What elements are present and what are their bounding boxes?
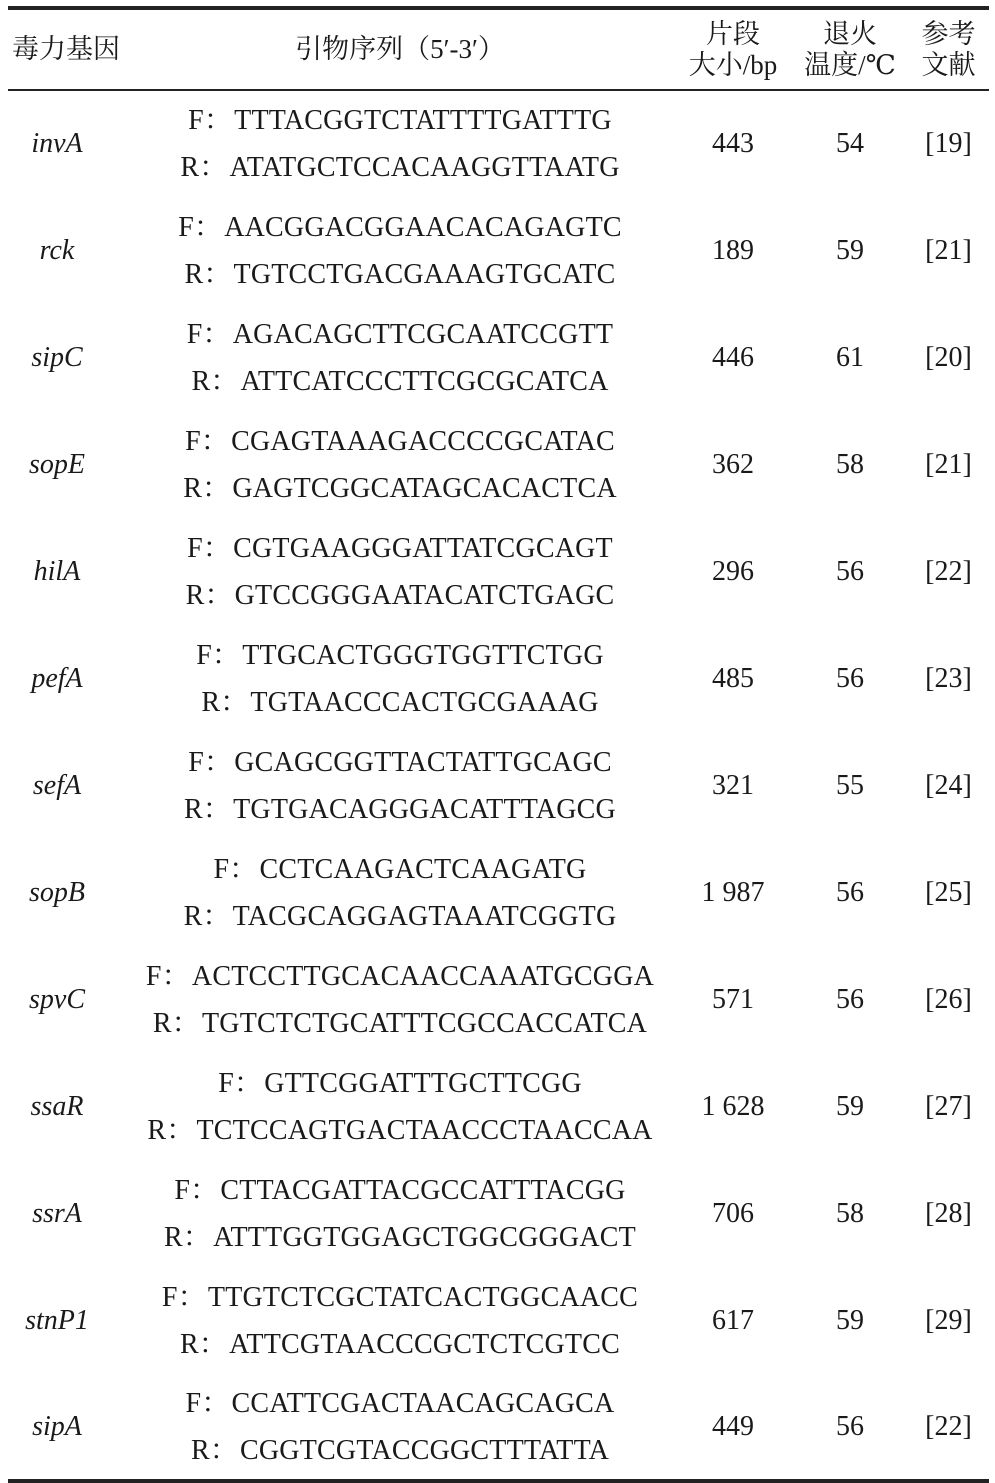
fragment-size: 571 — [712, 983, 754, 1015]
primer-cell — [126, 304, 674, 411]
reverse-label: R： — [191, 365, 239, 397]
table-row — [8, 1267, 989, 1374]
fragment-size: 446 — [712, 341, 754, 373]
gene-name: rck — [39, 234, 75, 266]
primer-cell — [126, 839, 674, 946]
primer-cell — [126, 411, 674, 518]
reverse-sequence: CGGTCGTACCGGCTTTATTA — [240, 1434, 610, 1466]
reverse-primer — [126, 358, 674, 405]
forward-primer — [126, 739, 674, 786]
forward-sequence: CTTACGATTACGCCATTTACGG — [220, 1174, 626, 1206]
primer-table-container — [8, 6, 989, 1483]
gene-name: sipC — [31, 341, 83, 373]
annealing-temp: 56 — [836, 876, 864, 908]
forward-sequence: TTTACGGTCTATTTTGATTTG — [234, 105, 612, 136]
forward-label: F： — [188, 746, 233, 778]
fragment-size: 443 — [712, 128, 754, 159]
annealing-temp: 61 — [836, 341, 864, 373]
reverse-primer — [126, 251, 674, 298]
forward-label: F： — [186, 318, 231, 350]
forward-label: F： — [213, 853, 258, 885]
forward-label: F： — [188, 105, 233, 136]
table-row — [8, 411, 989, 518]
header-size-line2: 大小/bp — [688, 49, 778, 80]
fragment-size: 617 — [712, 1304, 754, 1336]
reverse-primer — [126, 1427, 674, 1474]
reference: [25] — [925, 876, 972, 908]
reverse-primer — [126, 572, 674, 619]
fragment-size: 449 — [674, 1374, 792, 1481]
gene-name: sopE — [29, 448, 85, 480]
header-size-line1: 片段 — [706, 18, 760, 49]
forward-label: F： — [185, 425, 230, 457]
fragment-size: 362 — [712, 448, 754, 480]
primer-cell — [126, 946, 674, 1053]
forward-primer — [126, 1274, 674, 1321]
reference: [22] — [925, 555, 972, 587]
forward-sequence: AGACAGCTTCGCAATCCGTT — [232, 318, 614, 350]
gene-name: invA — [31, 128, 83, 159]
forward-primer — [126, 632, 674, 679]
annealing-temp: 56 — [836, 555, 864, 587]
table-row — [8, 946, 989, 1053]
fragment-size: 189 — [712, 234, 754, 266]
reference: [28] — [925, 1197, 972, 1229]
reverse-sequence: ATATGCTCCACAAGGTTAATG — [229, 152, 620, 183]
gene-name: sipA — [8, 1374, 126, 1481]
forward-sequence: CGAGTAAAGACCCCGCATAC — [231, 425, 615, 457]
reverse-primer — [126, 1000, 674, 1047]
forward-primer — [126, 1060, 674, 1107]
forward-sequence: GCAGCGGTTACTATTGCAGC — [234, 746, 612, 778]
reverse-label: R： — [184, 793, 232, 825]
annealing-temp: 59 — [836, 234, 864, 266]
forward-sequence: TTGTCTCGCTATCACTGGCAACC — [207, 1281, 639, 1313]
reference: [24] — [925, 769, 972, 801]
reference: [27] — [925, 1090, 972, 1122]
forward-primer — [126, 418, 674, 465]
reverse-sequence: TGTAACCCACTGCGAAAG — [250, 686, 599, 718]
reverse-sequence: GAGTCGGCATAGCACACTCA — [232, 472, 617, 504]
forward-sequence: GTTCGGATTTGCTTCGG — [264, 1067, 582, 1099]
reverse-sequence: GTCCGGGAATACATCTGAGC — [234, 579, 615, 611]
primer-cell — [126, 625, 674, 732]
primer-cell — [126, 732, 674, 839]
header-ref-line2: 文献 — [921, 49, 976, 80]
annealing-temp: 55 — [836, 769, 864, 801]
forward-sequence: AACGGACGGAACACAGAGTC — [224, 211, 622, 243]
gene-name: pefA — [31, 662, 83, 694]
fragment-size: 1 987 — [701, 876, 765, 908]
header-temp-line2: 温度/℃ — [804, 49, 896, 80]
forward-primer — [126, 204, 674, 251]
forward-label: F： — [145, 960, 190, 992]
annealing-temp: 58 — [836, 1197, 864, 1229]
reverse-sequence: TGTCCTGACGAAAGTGCATC — [233, 258, 616, 290]
annealing-temp: 59 — [836, 1304, 864, 1336]
table-row — [8, 197, 989, 304]
header-gene: 毒力基因 — [8, 8, 126, 90]
reference: [29] — [925, 1304, 972, 1336]
forward-sequence: CGTGAAGGGATTATCGCAGT — [233, 532, 613, 564]
reverse-sequence: ATTCGTAACCCGCTCTCGTCC — [229, 1328, 620, 1360]
reverse-sequence: TGTCTCTGCATTTCGCCACCATCA — [202, 1007, 648, 1039]
fragment-size: 485 — [712, 662, 754, 694]
gene-name: sopB — [29, 876, 85, 908]
table-row — [8, 732, 989, 839]
reference: [22] — [908, 1374, 989, 1481]
reference: [19] — [925, 128, 972, 159]
reverse-primer — [126, 893, 674, 940]
reverse-sequence: TACGCAGGAGTAAATCGGTG — [232, 900, 617, 932]
annealing-temp: 56 — [836, 983, 864, 1015]
forward-sequence: ACTCCTTGCACAACCAAATGCGGA — [191, 960, 655, 992]
reverse-sequence: ATTCATCCCTTCGCGCATCA — [240, 365, 609, 397]
reverse-label: R： — [147, 1114, 195, 1146]
forward-label: F： — [218, 1067, 263, 1099]
reverse-label: R： — [164, 1221, 212, 1253]
forward-sequence: CCATTCGACTAACAGCAGCA — [231, 1387, 615, 1419]
reverse-sequence: TCTCCAGTGACTAACCCTAACCAA — [196, 1114, 653, 1146]
reference: [23] — [925, 662, 972, 694]
forward-primer — [126, 953, 674, 1000]
forward-primer — [126, 97, 674, 144]
table-row — [8, 1160, 989, 1267]
header-ref-line1: 参考 — [921, 18, 976, 49]
reverse-label: R： — [180, 1328, 228, 1360]
forward-sequence: TTGCACTGGGTGGTTCTGG — [242, 639, 604, 671]
forward-primer — [126, 1380, 674, 1427]
reverse-label: R： — [190, 1434, 239, 1466]
fragment-size: 296 — [712, 555, 754, 587]
reverse-primer — [126, 679, 674, 726]
table-header — [8, 8, 989, 90]
reverse-primer — [126, 1321, 674, 1368]
forward-primer — [126, 1167, 674, 1214]
reverse-label: R： — [152, 1007, 200, 1039]
annealing-temp: 54 — [836, 128, 864, 159]
table-row — [8, 839, 989, 946]
reverse-primer — [126, 786, 674, 833]
reverse-label: R： — [201, 686, 249, 718]
table-row — [8, 1053, 989, 1160]
header-reference — [908, 8, 989, 90]
primer-cell — [126, 90, 674, 197]
table-row — [8, 625, 989, 732]
forward-label: F： — [174, 1174, 219, 1206]
reference: [21] — [925, 234, 972, 266]
table-row — [8, 1374, 989, 1481]
fragment-size: 706 — [712, 1197, 754, 1229]
reference: [21] — [925, 448, 972, 480]
header-row — [8, 8, 989, 90]
reverse-primer — [126, 1107, 674, 1154]
gene-name: hilA — [33, 555, 81, 587]
reference: [20] — [925, 341, 972, 373]
reverse-primer — [126, 144, 674, 191]
reverse-label: R： — [183, 900, 231, 932]
gene-name: stnP1 — [25, 1304, 89, 1336]
forward-label: F： — [196, 639, 241, 671]
annealing-temp: 58 — [836, 448, 864, 480]
gene-name: ssaR — [30, 1090, 84, 1122]
reverse-sequence: TGTGACAGGGACATTTAGCG — [233, 793, 616, 825]
forward-label: F： — [187, 532, 232, 564]
fragment-size: 321 — [712, 769, 754, 801]
forward-label: F： — [161, 1281, 206, 1313]
table-row — [8, 90, 989, 197]
forward-primer — [126, 311, 674, 358]
virulence-gene-primer-table — [8, 6, 989, 1483]
fragment-size: 1 628 — [701, 1090, 765, 1122]
reverse-label: R： — [183, 472, 231, 504]
annealing-temp: 56 — [836, 662, 864, 694]
forward-primer — [126, 846, 674, 893]
reverse-primer — [126, 465, 674, 512]
forward-label: F： — [178, 211, 223, 243]
table-body — [8, 90, 989, 1481]
forward-sequence: CCTCAAGACTCAAGATG — [259, 853, 587, 885]
header-annealing-temp — [792, 8, 908, 90]
reference: [26] — [925, 983, 972, 1015]
reverse-label: R： — [185, 579, 233, 611]
primer-cell — [126, 518, 674, 625]
primer-cell — [126, 1267, 674, 1374]
forward-primer — [126, 525, 674, 572]
reverse-sequence: ATTTGGTGGAGCTGGCGGGACT — [213, 1221, 636, 1253]
primer-cell — [126, 1374, 674, 1481]
primer-cell — [126, 1053, 674, 1160]
table-row — [8, 304, 989, 411]
primer-cell — [126, 197, 674, 304]
header-temp-line1: 退火 — [823, 18, 877, 49]
reverse-label: R： — [180, 152, 228, 183]
gene-name: spvC — [29, 983, 85, 1015]
gene-name: sefA — [32, 769, 82, 801]
reverse-primer — [126, 1214, 674, 1261]
annealing-temp: 56 — [792, 1374, 908, 1481]
table-row — [8, 518, 989, 625]
header-fragment-size — [674, 8, 792, 90]
forward-label: F： — [185, 1387, 230, 1419]
primer-cell — [126, 1160, 674, 1267]
gene-name: ssrA — [32, 1197, 82, 1229]
reverse-label: R： — [184, 258, 232, 290]
annealing-temp: 59 — [836, 1090, 864, 1122]
header-primer-sequence: 引物序列（5′-3′） — [126, 8, 674, 90]
